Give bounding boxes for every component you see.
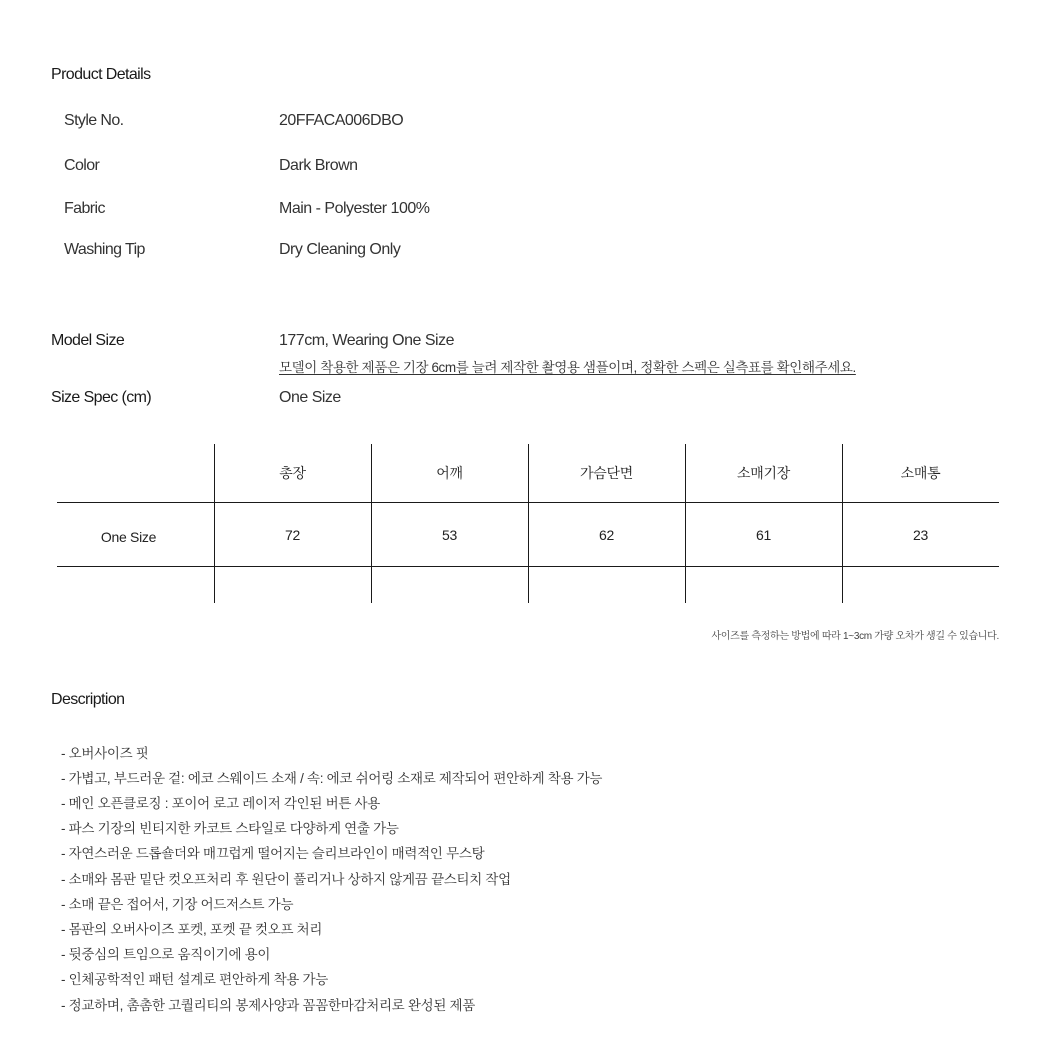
size-table (57, 444, 999, 603)
size-spec-value: One Size (279, 389, 341, 406)
table-cell: 23 (913, 527, 928, 543)
table-header-cell: 소매기장 (737, 465, 790, 481)
description-item: - 메인 오픈클로징 : 포이어 로고 레이저 각인된 버튼 사용 (61, 796, 381, 811)
description-title: Description (51, 691, 125, 708)
fabric-value: Main - Polyester 100% (279, 200, 430, 217)
description-item: - 가볍고, 부드러운 겉: 에코 스웨이드 소재 / 속: 에코 쉬어링 소재로 제작되어 편안하게 착용 가능 (61, 771, 603, 786)
washing-tip-label: Washing Tip (64, 241, 145, 258)
table-cell: 61 (756, 527, 771, 543)
description-item: - 정교하며, 촘촘한 고퀄리티의 봉제사양과 꼼꼼한마감처리로 완성된 제품 (61, 998, 476, 1013)
color-label: Color (64, 157, 100, 174)
description-item: - 몸판의 오버사이즈 포켓, 포켓 끝 컷오프 처리 (61, 922, 323, 937)
style-no-value: 20FFACA006DBO (279, 112, 404, 129)
description-item: - 소매 끝은 접어서, 기장 어드저스트 가능 (61, 897, 294, 912)
description-item: - 소매와 몸판 밑단 컷오프처리 후 원단이 풀리거나 상하지 않게끔 끝스티치 작업 (61, 872, 511, 887)
measure-note: 사이즈를 측정하는 방법에 따라 1~3cm 가량 오차가 생길 수 있습니다. (711, 631, 999, 642)
model-size-note: 모델이 착용한 제품은 기장 6cm를 늘려 제작한 촬영용 샘플이며, 정확한 스펙은 실측표를 확인해주세요. (279, 360, 856, 375)
table-header-cell: 소매통 (900, 465, 941, 481)
table-header-cell: 총장 (279, 465, 306, 481)
table-cell: 62 (599, 527, 614, 543)
table-cell: 53 (442, 527, 457, 543)
fabric-label: Fabric (64, 200, 105, 217)
product-details-title: Product Details (51, 66, 151, 83)
description-item: - 인체공학적인 패턴 설계로 편안하게 착용 가능 (61, 972, 328, 987)
model-size-value: 177cm, Wearing One Size (279, 332, 454, 349)
table-header-cell: 어깨 (436, 465, 463, 481)
table-cell: 72 (285, 527, 300, 543)
color-value: Dark Brown (279, 157, 358, 174)
washing-tip-value: Dry Cleaning Only (279, 241, 401, 258)
description-item: - 오버사이즈 핏 (61, 746, 149, 761)
table-header-cell: 가슴단면 (580, 465, 633, 481)
description-item: - 파스 기장의 빈티지한 카코트 스타일로 다양하게 연출 가능 (61, 821, 399, 836)
description-item: - 자연스러운 드롭숄더와 매끄럽게 떨어지는 슬리브라인이 매력적인 무스탕 (61, 846, 485, 861)
style-no-label: Style No. (64, 112, 124, 129)
table-row-label: One Size (100, 529, 157, 545)
description-item: - 뒷중심의 트임으로 움직이기에 용이 (61, 947, 271, 962)
size-spec-label: Size Spec (cm) (51, 389, 152, 406)
model-size-label: Model Size (51, 332, 125, 349)
